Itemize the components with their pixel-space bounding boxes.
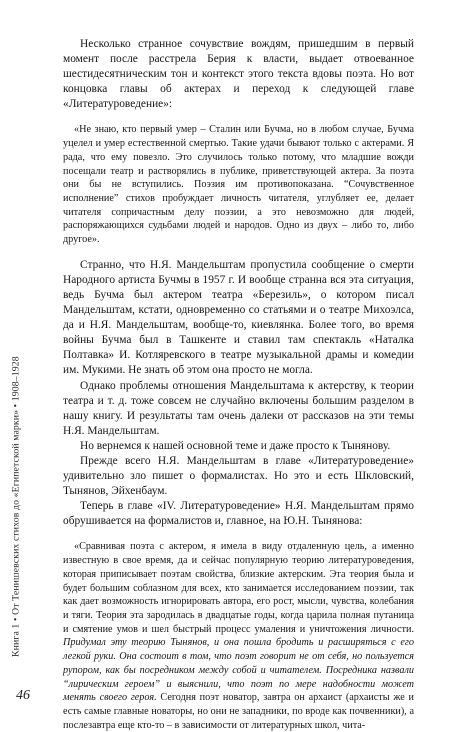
- paragraph-formalists: Прежде всего Н.Я. Мандельштам в главе «Литературоведение» удивительно зло пишет о формалистах. Но это и есть Шкловский, Тынянов, Эйхенбаум.: [63, 455, 414, 498]
- paragraph-bucma-death: Странно, что Н.Я. Мандельштам пропустила сообщение о смерти Народного артиста Бучмы в 1957 г. И вообще странна вся эта ситуация, ведь Бучма был актером театра «Березиль», о котором писал Мандельштам, кстати, одновременно со статьями и о театре Михоэлса, да и Н.Я. Мандельштам, вообще-то, киевлянка. Более того, во время войны Бучма был в Ташкенте и ставил там спектакль «Наталка Полтавка» И. Котляревского в театре музыкальной драмы и комедии им. Мукими. Не знать об этом она просто не могла.: [63, 258, 414, 377]
- text-column: [63, 37, 414, 732]
- page-number: 46: [16, 688, 30, 703]
- quote-tynyanov-part1: «Сравнивая поэта с актером, я имела в виду отдаленную цель, а именно известную в свое время, да и сейчас популярную теорию литературоведения, которая приписывает поэтам свойства, близкие актерским. Эта теория была и будет большим соблазном для всех, кто занимается исследованием поэзии, так как дает возможность игнорировать автора, его рост, мысли, чувства, колебания и тяги. Теория эта зародилась в двадцатые годы, когда царила полная путаница и смятение умов и шел быстрый процесс умаления и уничтожения личности.: [63, 541, 414, 635]
- running-head: [10, 238, 22, 668]
- running-head-text: Книга 1 • От Тенишевских стихов до «Египетской марки» • 1908–1928: [10, 356, 22, 657]
- paragraph-intro: Несколько странное сочувствие вождям, пришедшим в первый момент после расстрела Берия к власти, выдает отвоеванное шестидесятническим тон и контекст этого текста вдовы поэта. Но вот концовка главы об актерах и переход к следующей главе «Литературоведение»:: [63, 38, 414, 111]
- paragraph-chapter-four: Теперь в главе «IV. Литературоведение» Н.Я. Мандельштам прямо обрушивается на формалистов и, главное, на Ю.Н. Тынянова:: [63, 500, 414, 528]
- quote-bucma: «Не знаю, кто первый умер – Сталин или Бучма, но в любом случае, Бучма уцелел и умер естественной смертью. Такие удачи бывают только с актерами. Я рада, что ему повезло. Это случилось только потому, что младшие вожди посещали театр и растворялись в публике, приветствующей актера. За поэта они бы не вступились. Поэзия им противопоказана. “Сочувственное исполнение” стихов пробуждает личность читателя, углубляет ее, делает читателя сопричастным делу поэзии, а это невозможно для людей, распоряжающихся судьбами людей и народов. Одно из двух – либо то, либо другое».: [63, 124, 414, 246]
- paragraph-acting-theory: Однако проблемы отношения Мандельштама к актерству, к теории театра и т. д. тоже совсем не случайно включены большим разделом в нашу книгу. И результаты там очень далеки от рассказов на эти темы Н.Я. Мандельштам.: [63, 379, 414, 437]
- quote-tynyanov-italic: Придумал эту теорию Тынянов, и она пошла бродить и расширяться с его легкой руки. Она состоит в том, что поэт говорит не от себя, но пользуется рупором, как бы посредником между собой и читателем. Посредника назвали “лирическим героем” и выяснили, что поэт по мере надобности может менять своего героя.: [63, 637, 414, 704]
- quote-tynyanov: [63, 540, 414, 732]
- quote-tynyanov-part2: Сегодня поэт новатор, завтра он архаист (архаисты же и есть самые главные новаторы, но они не западники, по вроде как почвенники), а послезавтра еще кто-то – в зависимости от литературных школ, чита-: [63, 692, 415, 731]
- paragraph-return-to-theme: Но вернемся к нашей основной теме и даже просто к Тынянову.: [80, 439, 391, 452]
